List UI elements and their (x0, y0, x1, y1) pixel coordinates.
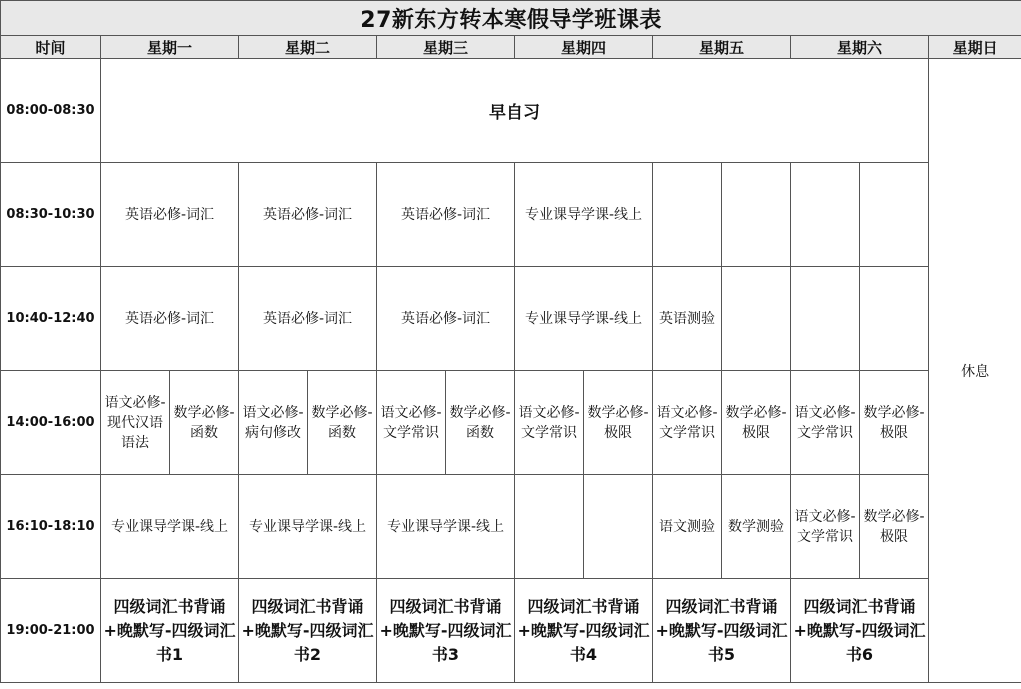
day-header-thu: 星期四 (515, 36, 653, 59)
sunday-rest-cell: 休息 (929, 59, 1021, 683)
day-header-mon: 星期一 (101, 36, 239, 59)
time-slot-4: 16:10-18:10 (1, 475, 101, 579)
course-cell: 四级词汇书背诵+晚默写-四级词汇书4 (515, 579, 653, 683)
course-cell: 四级词汇书背诵+晚默写-四级词汇书1 (101, 579, 239, 683)
course-cell: 四级词汇书背诵+晚默写-四级词汇书6 (791, 579, 929, 683)
course-cell: 英语必修-词汇 (239, 163, 377, 267)
table-row (1, 59, 1021, 163)
table-row (1, 267, 1021, 371)
course-cell: 语文测验 (653, 475, 722, 579)
course-cell: 专业课导学课-线上 (377, 475, 515, 579)
header-row (1, 36, 1021, 59)
time-slot-3: 14:00-16:00 (1, 371, 101, 475)
course-cell: 四级词汇书背诵+晚默写-四级词汇书2 (239, 579, 377, 683)
course-cell: 专业课导学课-线上 (515, 163, 653, 267)
day-header-wed: 星期三 (377, 36, 515, 59)
course-cell (584, 475, 653, 579)
course-cell: 语文必修-病句修改 (239, 371, 308, 475)
course-cell: 数学必修-极限 (860, 371, 929, 475)
course-cell: 语文必修-文学常识 (515, 371, 584, 475)
course-cell: 语文必修-文学常识 (653, 371, 722, 475)
time-header: 时间 (1, 36, 101, 59)
day-header-sun: 星期日 (929, 36, 1021, 59)
page-title: 27新东方转本寒假导学班课表 (1, 1, 1021, 36)
course-cell: 英语必修-词汇 (377, 267, 515, 371)
day-header-fri: 星期五 (653, 36, 791, 59)
course-cell: 英语必修-词汇 (377, 163, 515, 267)
course-cell (722, 267, 791, 371)
course-cell (791, 267, 860, 371)
course-cell: 数学必修-极限 (722, 371, 791, 475)
table-row (1, 163, 1021, 267)
course-cell: 专业课导学课-线上 (239, 475, 377, 579)
course-cell: 专业课导学课-线上 (101, 475, 239, 579)
course-cell: 数学必修-极限 (584, 371, 653, 475)
table-row (1, 371, 1021, 475)
table-row (1, 579, 1021, 683)
course-cell: 英语测验 (653, 267, 722, 371)
course-cell: 数学必修-函数 (308, 371, 377, 475)
course-cell: 数学测验 (722, 475, 791, 579)
table-row (1, 475, 1021, 579)
day-header-sat: 星期六 (791, 36, 929, 59)
course-cell: 英语必修-词汇 (101, 163, 239, 267)
course-cell: 英语必修-词汇 (239, 267, 377, 371)
course-cell (653, 163, 722, 267)
course-cell: 英语必修-词汇 (101, 267, 239, 371)
course-cell: 数学必修-极限 (860, 475, 929, 579)
course-cell (722, 163, 791, 267)
time-slot-2: 10:40-12:40 (1, 267, 101, 371)
course-cell: 四级词汇书背诵+晚默写-四级词汇书3 (377, 579, 515, 683)
morning-study-cell: 早自习 (101, 59, 929, 163)
course-cell: 语文必修-文学常识 (791, 371, 860, 475)
course-cell (860, 163, 929, 267)
course-cell: 数学必修-函数 (170, 371, 239, 475)
course-cell: 语文必修-文学常识 (791, 475, 860, 579)
course-cell: 语文必修-现代汉语语法 (101, 371, 170, 475)
time-slot-1: 08:30-10:30 (1, 163, 101, 267)
time-slot-5: 19:00-21:00 (1, 579, 101, 683)
course-cell: 四级词汇书背诵+晚默写-四级词汇书5 (653, 579, 791, 683)
day-header-tue: 星期二 (239, 36, 377, 59)
course-cell (791, 163, 860, 267)
course-cell (515, 475, 584, 579)
time-slot-0: 08:00-08:30 (1, 59, 101, 163)
course-cell (860, 267, 929, 371)
course-cell: 数学必修-函数 (446, 371, 515, 475)
course-cell: 专业课导学课-线上 (515, 267, 653, 371)
course-cell: 语文必修-文学常识 (377, 371, 446, 475)
